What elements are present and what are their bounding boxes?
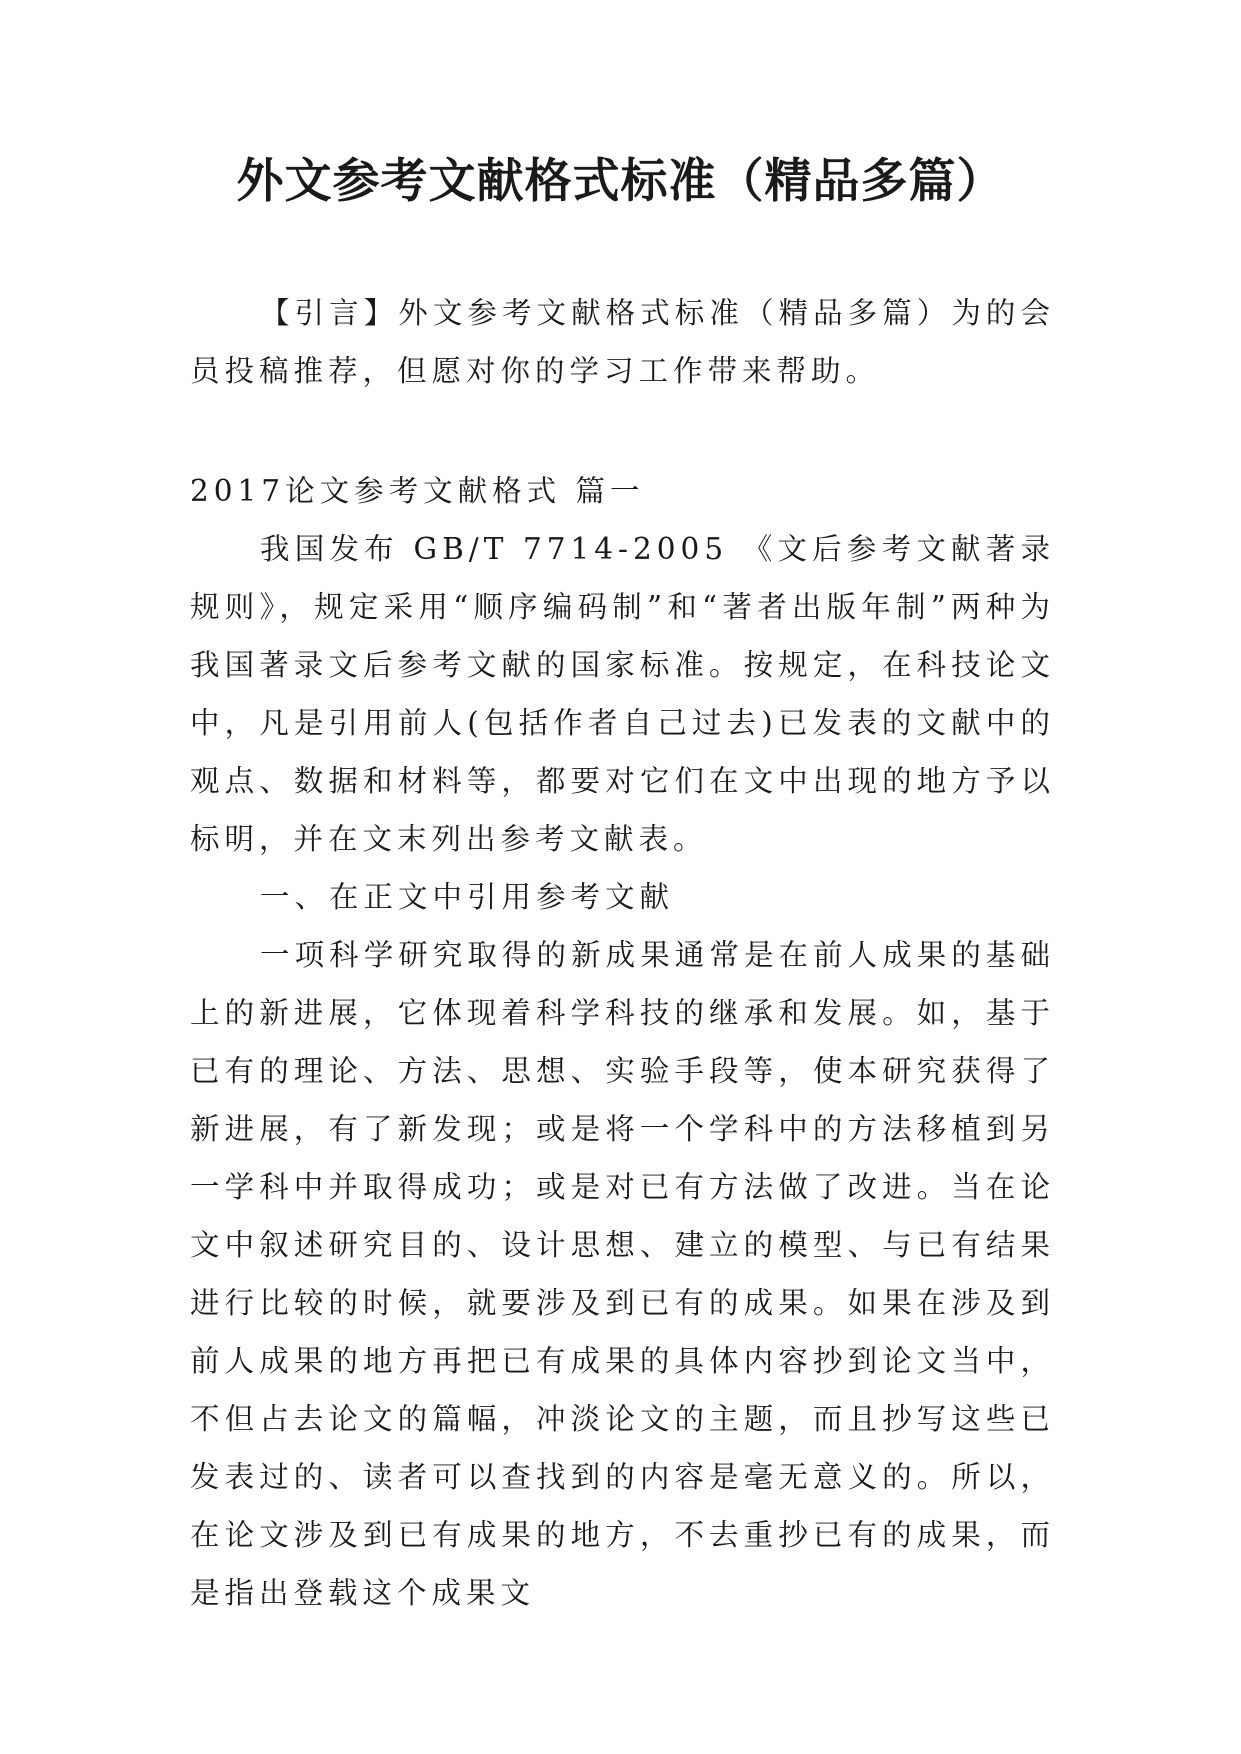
intro-paragraph: 【引言】外文参考文献格式标准（精品多篇）为的会员投稿推荐，但愿对你的学习工作带来帮助。 <box>190 296 1055 388</box>
body-paragraph: 一项科学研究取得的新成果通常是在前人成果的基础上的新进展，它体现着科学科技的继承和发展。如，基于已有的理论、方法、思想、实验手段等，使本研究获得了新进展，有了新发现；或是将一个学科中的方法移植到另一学科中并取得成功；或是对已有方法做了改进。当在论文中叙述研究目的、设计思想、建立的模型、与已有结果进行比较的时候，就要涉及到已有的成果。如果在涉及到前人成果的地方再把已有成果的具体内容抄到论文当中，不但占去论文的篇幅，冲淡论文的主题，而且抄写这些已发表过的、读者可以查找到的内容是毫无意义的。所以，在论文涉及到已有成果的地方，不去重抄已有的成果，而是指出登载这个成果文 <box>190 938 1055 1610</box>
subsection-heading: 一、在正文中引用参考文献 <box>260 880 675 914</box>
section-heading: 2017论文参考文献格式 篇一 <box>190 474 645 508</box>
document-title: 外文参考文献格式标准（精品多篇） <box>236 154 1005 209</box>
body-paragraph: 我国发布 GB/T 7714-2005 《文后参考文献著录规则》，规定采用“顺序编码制”和“著者出版年制”两种为我国著录文后参考文献的国家标准。按规定，在科技论文中，凡是引用前人(包括作者自己过去)已发表的文献中的观点、数据和材料等，都要对它们在文中出现的地方予以标明，并在文末列出参考文献表。 <box>190 532 1055 856</box>
